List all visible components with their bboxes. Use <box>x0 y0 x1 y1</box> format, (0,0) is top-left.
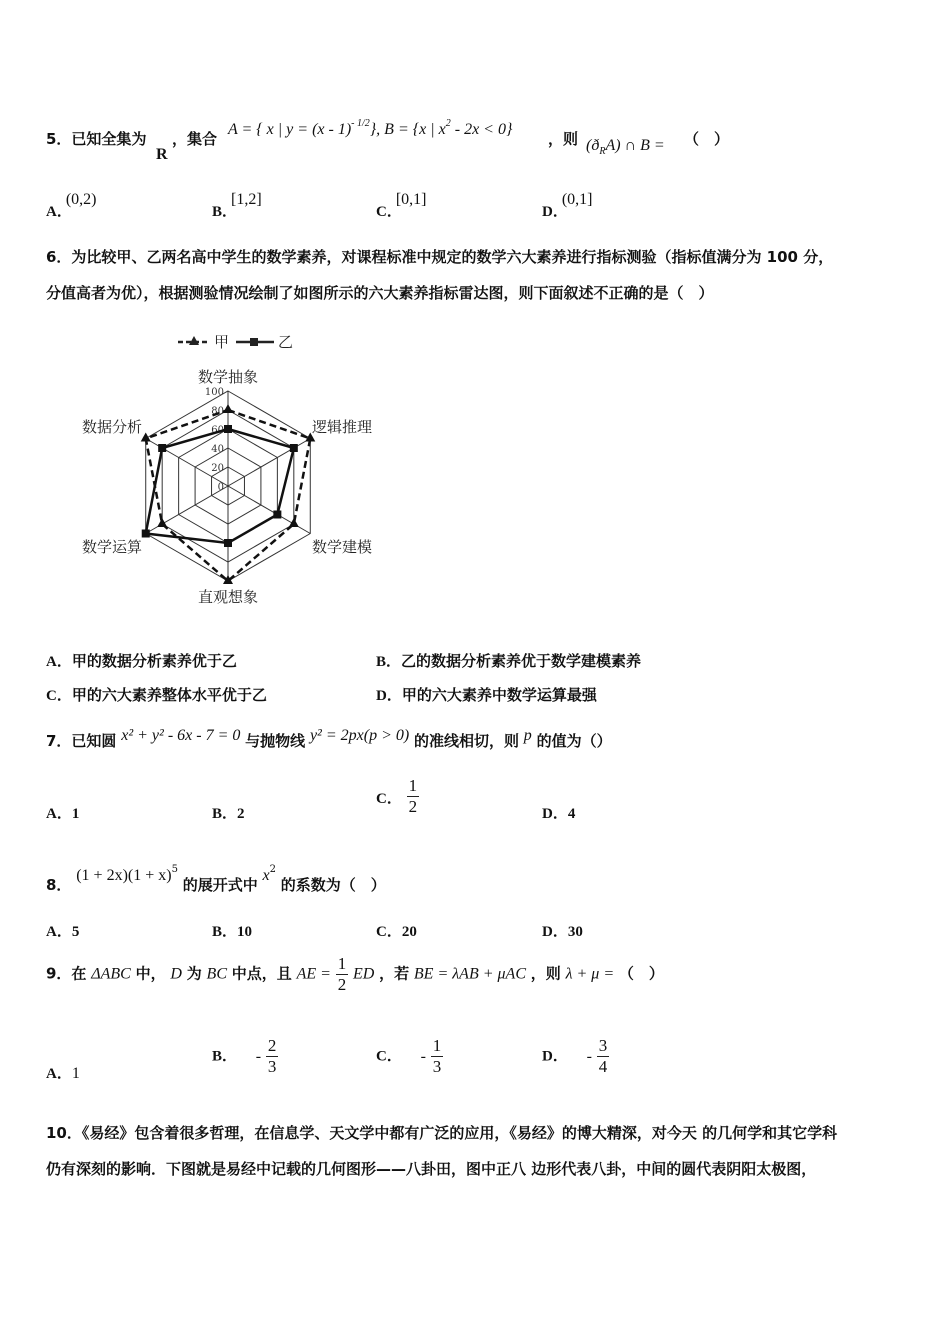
radar-chart <box>60 326 400 612</box>
axis-label-1: 逻辑推理 <box>312 418 373 436</box>
q7-option-d[interactable]: D．4 <box>542 806 576 822</box>
tick-label-40: 40 <box>211 444 224 455</box>
q5-option-b[interactable]: B．[1,2] <box>212 191 262 220</box>
point-jia-0 <box>223 404 233 413</box>
point-yi-4 <box>142 530 150 538</box>
tick-label-100: 100 <box>204 387 224 398</box>
tick-label-0: 0 <box>217 482 224 493</box>
fraction: $\frac{1}{3}$ <box>432 1036 442 1076</box>
q5-paren: （ ） <box>684 130 730 148</box>
legend-marker-jia <box>189 336 199 345</box>
point-yi-3 <box>224 539 232 547</box>
q7-option-a[interactable]: A．1 <box>46 806 80 822</box>
axis-label-4: 数学运算 <box>81 538 142 556</box>
q6-option-c[interactable]: C．甲的六大素养整体水平优于乙 <box>46 686 267 704</box>
q8-stem: 8． $(1 + 2x)(1 + x)^5$ 的展开式中 $x^2$ 的系数为（ ） <box>46 864 386 894</box>
grid-spoke-1 <box>228 439 310 487</box>
fraction: $\frac{1}{2}$ <box>408 776 418 816</box>
q9-option-d[interactable]: D． - $\frac{3}{4}$ <box>542 1036 608 1076</box>
fraction: $\frac{3}{4}$ <box>598 1036 608 1076</box>
q6-stem-line1: 6．为比较甲、乙两名高中学生的数学素养，对课程标准中规定的数学六大素养进行指标测验（指标值满分为 100 分， <box>46 248 834 266</box>
q5-option-c[interactable]: C．[0,1] <box>376 191 427 220</box>
q5-expr: $(ð_RA)$ ∩ B = <box>586 137 665 157</box>
q8-option-a[interactable]: A．5 <box>46 924 80 940</box>
q5-options <box>46 188 766 218</box>
point-yi-1 <box>290 444 298 452</box>
q5-option-a[interactable]: A．(0,2) <box>46 191 97 220</box>
tick-label-20: 20 <box>211 463 224 474</box>
q8-options <box>46 920 766 944</box>
q9-stem: 9．在 ΔABC 中， D 为 BC 中点，且 AE = $\frac{1}{2}$ ED ，若 BE = λAB + μAC ，则 λ + μ = （ ） <box>46 954 664 994</box>
axis-label-0: 数学抽象 <box>197 368 259 386</box>
axis-label-3: 直观想象 <box>197 588 259 606</box>
fraction: $\frac{2}{3}$ <box>267 1036 277 1076</box>
q6-option-b[interactable]: B．乙的数据分析素养优于数学建模素养 <box>376 652 642 670</box>
q5-set-a: A = { x | y = (x - 1)$^{- 1/2}$}, B = {x | $x^2 - 2x < 0$} <box>228 118 513 138</box>
point-yi-5 <box>158 444 166 452</box>
legend-label-yi: 乙 <box>278 333 294 351</box>
legend-label-jia: 甲 <box>214 333 230 351</box>
point-yi-2 <box>273 511 281 519</box>
legend-marker-yi <box>250 338 258 346</box>
q7-option-c[interactable]: C． $\frac{1}{2}$ <box>376 776 418 816</box>
q5-stem-b: ，集合 <box>172 130 218 148</box>
q9-option-a[interactable]: A．1 <box>46 1065 80 1082</box>
q6-option-a[interactable]: A．甲的数据分析素养优于乙 <box>46 652 237 670</box>
q10-stem-line1: 10．《易经》包含着很多哲理，在信息学、天文学中都有广泛的应用，《易经》的博大精深，对今天 的几何学和其它学科 <box>46 1124 838 1142</box>
q5-stem: 5．已知全集为 <box>46 130 147 148</box>
q5-option-d[interactable]: D．(0,1] <box>542 191 593 220</box>
axis-label-5: 数据分析 <box>81 418 142 436</box>
radar-legend <box>178 333 293 351</box>
q7-options <box>46 776 766 826</box>
tick-label-80: 80 <box>211 406 224 417</box>
q6-options <box>46 650 806 720</box>
point-yi-0 <box>224 425 232 433</box>
q6-option-d[interactable]: D．甲的六大素养中数学运算最强 <box>376 686 597 704</box>
q9-options <box>46 1036 766 1086</box>
q7-option-b[interactable]: B．2 <box>212 806 245 822</box>
q9-option-b[interactable]: B． - $\frac{2}{3}$ <box>212 1036 277 1076</box>
q7-stem: 7．已知圆 x² + y² - 6x - 7 = 0 与抛物线 y² = 2px(p > 0) 的准线相切，则 p 的值为（） <box>46 727 612 750</box>
q10-stem-line2: 仍有深刻的影响．下图就是易经中记载的几何图形——八卦田，图中正八 边形代表八卦，中间的圆代表阴阳太极图， <box>46 1160 817 1178</box>
q9-option-c[interactable]: C． - $\frac{1}{3}$ <box>376 1036 442 1076</box>
axis-label-2: 数学建模 <box>312 538 373 556</box>
q5-universe: R <box>156 146 168 163</box>
q5-stem-c: ，则 <box>548 130 579 148</box>
tick-label-60: 60 <box>211 425 224 436</box>
q8-option-c[interactable]: C．20 <box>376 924 417 940</box>
q6-stem-line2: 分值高者为优），根据测验情况绘制了如图所示的六大素养指标雷达图，则下面叙述不正确的是（ ） <box>46 284 714 302</box>
fraction-half: $\frac{1}{2}$ <box>337 954 347 994</box>
q8-option-d[interactable]: D．30 <box>542 924 583 940</box>
q8-option-b[interactable]: B．10 <box>212 924 253 940</box>
